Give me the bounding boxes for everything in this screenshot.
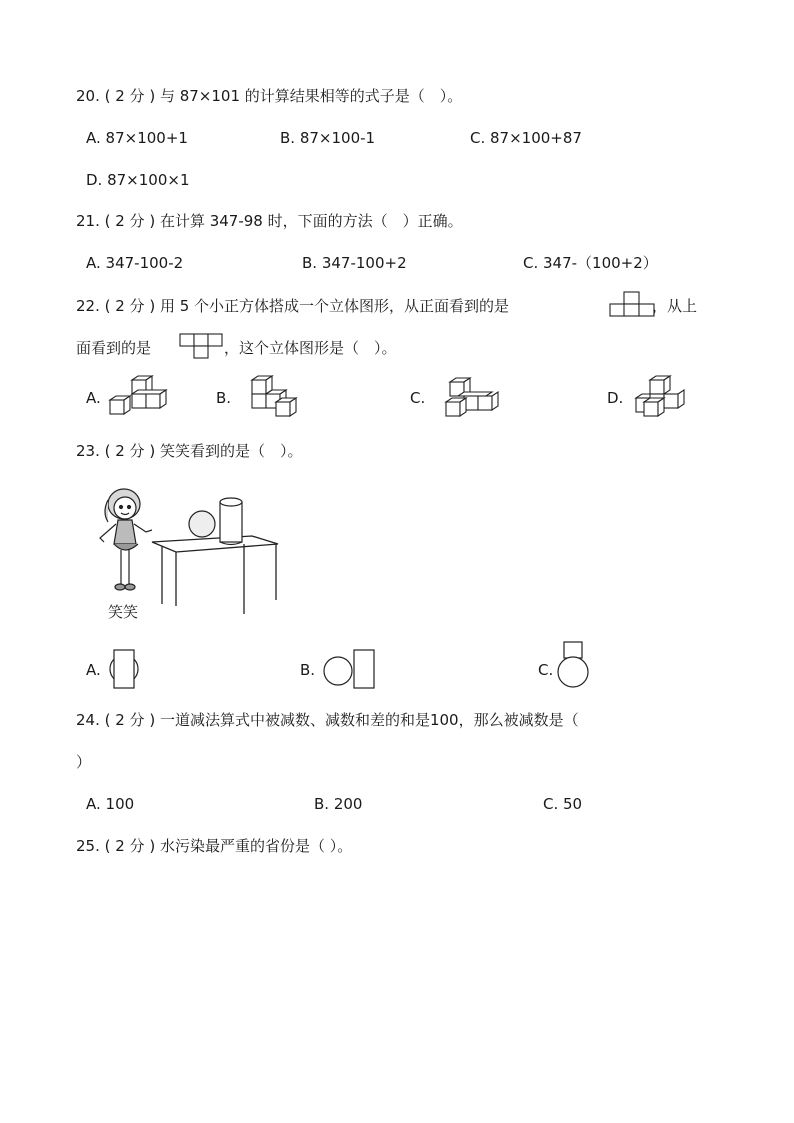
q20-option-b[interactable]: B. 87×100-1 bbox=[280, 129, 376, 147]
q24-option-a[interactable]: A. 100 bbox=[86, 795, 135, 813]
q20-option-a[interactable]: A. 87×100+1 bbox=[86, 129, 188, 147]
q22-option-c-cubes[interactable] bbox=[440, 374, 502, 420]
q21-stem: 21. ( 2 分 ) 在计算 347-98 时，下面的方法（ ）正确。 bbox=[76, 212, 463, 230]
q23-option-c-shape[interactable] bbox=[556, 640, 592, 692]
q23-option-a-shape[interactable] bbox=[104, 648, 144, 690]
q20-option-c[interactable]: C. 87×100+87 bbox=[470, 129, 582, 147]
q22-stem-part1: 22. ( 2 分 ) 用 5 个小正方体搭成一个立体图形，从正面看到的是 bbox=[76, 297, 510, 315]
q23-option-a[interactable]: A. bbox=[86, 661, 101, 679]
girl-illustration bbox=[100, 489, 152, 590]
q22-option-b-cubes[interactable] bbox=[246, 374, 308, 420]
q23-option-b-shape[interactable] bbox=[322, 648, 378, 690]
q23-figure-caption: 笑笑 bbox=[108, 603, 139, 621]
q24-stem: 24. ( 2 分 ) 一道减法算式中被减数、减数和差的和是100，那么被减数是（ bbox=[76, 711, 579, 729]
q21-option-b[interactable]: B. 347-100+2 bbox=[302, 254, 407, 272]
q25-stem: 25. ( 2 分 ) 水污染最严重的省份是（ ）。 bbox=[76, 837, 353, 855]
q23-option-c[interactable]: C. bbox=[538, 661, 554, 679]
q22-option-d[interactable]: D. bbox=[607, 389, 624, 407]
front-view-figure bbox=[608, 290, 656, 318]
q24-option-c[interactable]: C. 50 bbox=[543, 795, 583, 813]
q23-option-b[interactable]: B. bbox=[300, 661, 316, 679]
q21-option-a[interactable]: A. 347-100-2 bbox=[86, 254, 184, 272]
q22-option-d-cubes[interactable] bbox=[630, 372, 692, 420]
q22-option-c[interactable]: C. bbox=[410, 389, 426, 407]
q24-option-b[interactable]: B. 200 bbox=[314, 795, 363, 813]
q22-option-a[interactable]: A. bbox=[86, 389, 101, 407]
q20-option-d[interactable]: D. 87×100×1 bbox=[86, 171, 190, 189]
table-illustration bbox=[152, 536, 278, 614]
q23-scene-illustration bbox=[92, 486, 292, 618]
q22-option-a-cubes[interactable] bbox=[106, 374, 172, 418]
q24-stem-cont: ） bbox=[76, 753, 92, 771]
q22-stem-part4: ，这个立体图形是（ ）。 bbox=[224, 339, 397, 357]
ball-illustration bbox=[189, 511, 215, 537]
q23-stem: 23. ( 2 分 ) 笑笑看到的是（ ）。 bbox=[76, 442, 303, 460]
q22-option-b[interactable]: B. bbox=[216, 389, 232, 407]
q21-option-c[interactable]: C. 347-（100+2） bbox=[523, 254, 658, 272]
q22-stem-part2: ，从上 bbox=[652, 297, 698, 315]
top-view-figure bbox=[178, 332, 226, 360]
cylinder-illustration bbox=[220, 498, 242, 545]
q20-stem: 20. ( 2 分 ) 与 87×101 的计算结果相等的式子是（ ）。 bbox=[76, 87, 463, 105]
q22-stem-part3: 面看到的是 bbox=[76, 339, 152, 357]
